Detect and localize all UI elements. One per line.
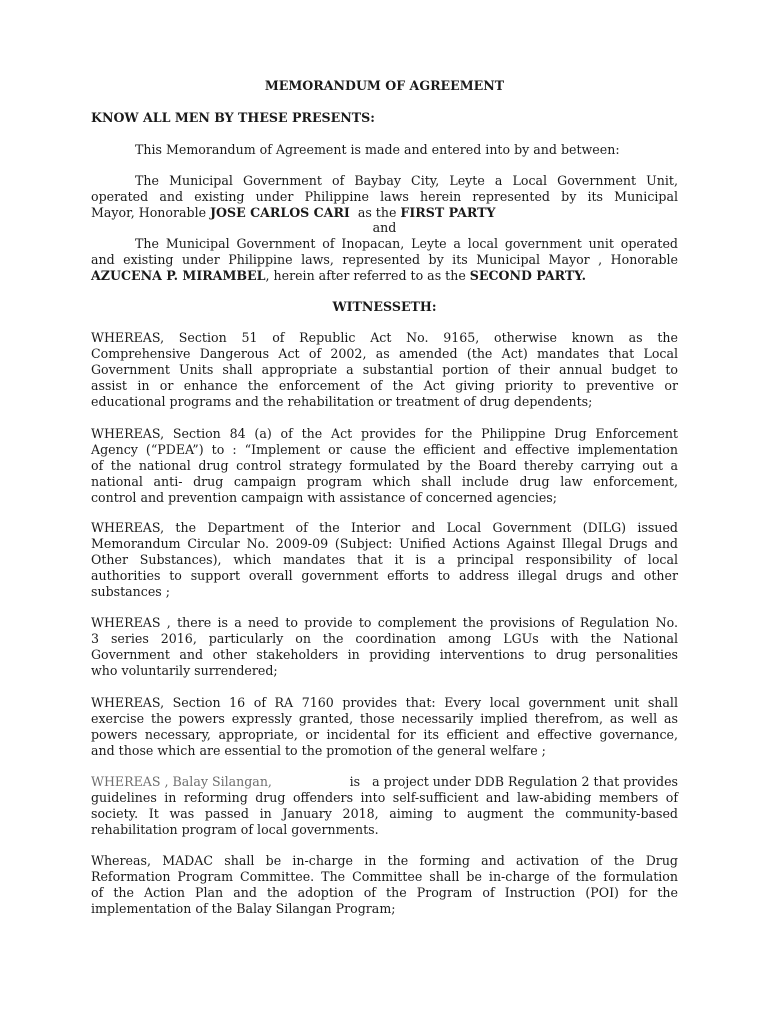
whereas-line: Whereas, MADAC shall be in-charge in the forming and activation of the Drug — [91, 853, 678, 868]
whereas6-line1-rest: is a project under DDB Regulation 2 that provides — [349, 774, 678, 789]
whereas-line: and those which are essential to the promotion of the general welfare ; — [91, 743, 546, 758]
party2-mid: , herein after referred to as the — [265, 268, 470, 283]
party2-end: . — [581, 268, 586, 283]
whereas-line: Comprehensive Dangerous Act of 2002, as amended (the Act) mandates that Local — [91, 346, 678, 361]
whereas-line: powers necessary, appropriate, or incidental for its efficient and effective governance, — [91, 727, 678, 742]
second-party-name: AZUCENA P. MIRAMBEL — [91, 268, 266, 283]
first-party-name: JOSE CARLOS CARI — [210, 205, 350, 220]
whereas-line: Other Substances), which mandates that it is a principal responsibility of local — [91, 552, 678, 567]
whereas-line: authorities to support overall government efforts to address illegal drugs and other — [91, 568, 678, 583]
and-connector: and — [372, 220, 397, 235]
whereas-line: who voluntarily surrendered; — [91, 663, 278, 678]
balay-silangan-prefix: WHEREAS , Balay Silangan, — [91, 774, 272, 789]
know-all-heading: KNOW ALL MEN BY THESE PRESENTS: — [91, 110, 375, 125]
whereas-line: Memorandum Circular No. 2009-09 (Subject: Unified Actions Against Illegal Drugs and — [91, 536, 678, 551]
whereas-line: control and prevention campaign with assistance of concerned agencies; — [91, 490, 558, 505]
whereas-line: exercise the powers expressly granted, those necessarily implied therefrom, as well as — [91, 711, 678, 726]
whereas-line: substances ; — [91, 584, 170, 599]
party1-prefix: Mayor, Honorable — [91, 205, 211, 220]
whereas-line: of the national drug control strategy formulated by the Board thereby carrying out a — [91, 458, 678, 473]
whereas-line: WHEREAS, Section 51 of Republic Act No. 9165, otherwise known as the — [91, 330, 678, 345]
whereas-line: 3 series 2016, particularly on the coordination among LGUs with the National — [91, 631, 678, 646]
whereas-line: national anti- drug campaign program which shall include drug law enforcement, — [91, 474, 678, 489]
whereas-line — [91, 774, 678, 790]
whereas-line: society. It was passed in January 2018, aiming to augment the community-based — [91, 806, 678, 821]
whereas-line: Government Units shall appropriate a substantial portion of their annual budget to — [91, 362, 678, 377]
party1-line: The Municipal Government of Baybay City, Leyte a Local Government Unit, — [135, 173, 678, 188]
document-title: MEMORANDUM OF AGREEMENT — [264, 78, 505, 93]
whereas-line: rehabilitation program of local governments. — [91, 822, 379, 837]
witnesseth-heading: WITNESSETH: — [332, 299, 437, 314]
whereas-line: implementation of the Balay Silangan Program; — [91, 901, 396, 916]
party1-line: operated and existing under Philippine laws herein represented by its Municipal — [91, 189, 678, 204]
second-party-label: SECOND PARTY — [469, 268, 582, 283]
whereas-line: educational programs and the rehabilitation or treatment of drug dependents; — [91, 394, 593, 409]
whereas-line: WHEREAS, the Department of the Interior and Local Government (DILG) issued — [91, 520, 678, 535]
intro-paragraph: This Memorandum of Agreement is made and entered into by and between: — [135, 142, 620, 157]
whereas-line: Agency (“PDEA”) to : “Implement or cause the efficient and effective implementation — [91, 442, 678, 457]
party1-line — [91, 205, 678, 221]
whereas-line: Reformation Program Committee. The Committee shall be in-charge of the formulation — [91, 869, 678, 884]
whereas-line: of the Action Plan and the adoption of the Program of Instruction (POI) for the — [91, 885, 678, 900]
whereas-line: Government and other stakeholders in providing interventions to drug personalities — [91, 647, 678, 662]
whereas-line: guidelines in reforming drug offenders into self-sufficient and law-abiding members of — [91, 790, 678, 805]
party1-mid: as the — [349, 205, 401, 220]
first-party-label: FIRST PARTY — [400, 205, 496, 220]
party2-line: and existing under Philippine laws, represented by its Municipal Mayor , Honorable — [91, 252, 678, 267]
whereas-line: WHEREAS , there is a need to provide to complement the provisions of Regulation No. — [91, 615, 678, 630]
whereas-line: WHEREAS, Section 16 of RA 7160 provides that: Every local government unit shall — [91, 695, 678, 710]
party2-line — [91, 268, 678, 284]
whereas-line: assist in or enhance the enforcement of the Act giving priority to preventive or — [91, 378, 678, 393]
party2-line: The Municipal Government of Inopacan, Leyte a local government unit operated — [135, 236, 678, 251]
whereas-line: WHEREAS, Section 84 (a) of the Act provides for the Philippine Drug Enforcement — [91, 426, 678, 441]
